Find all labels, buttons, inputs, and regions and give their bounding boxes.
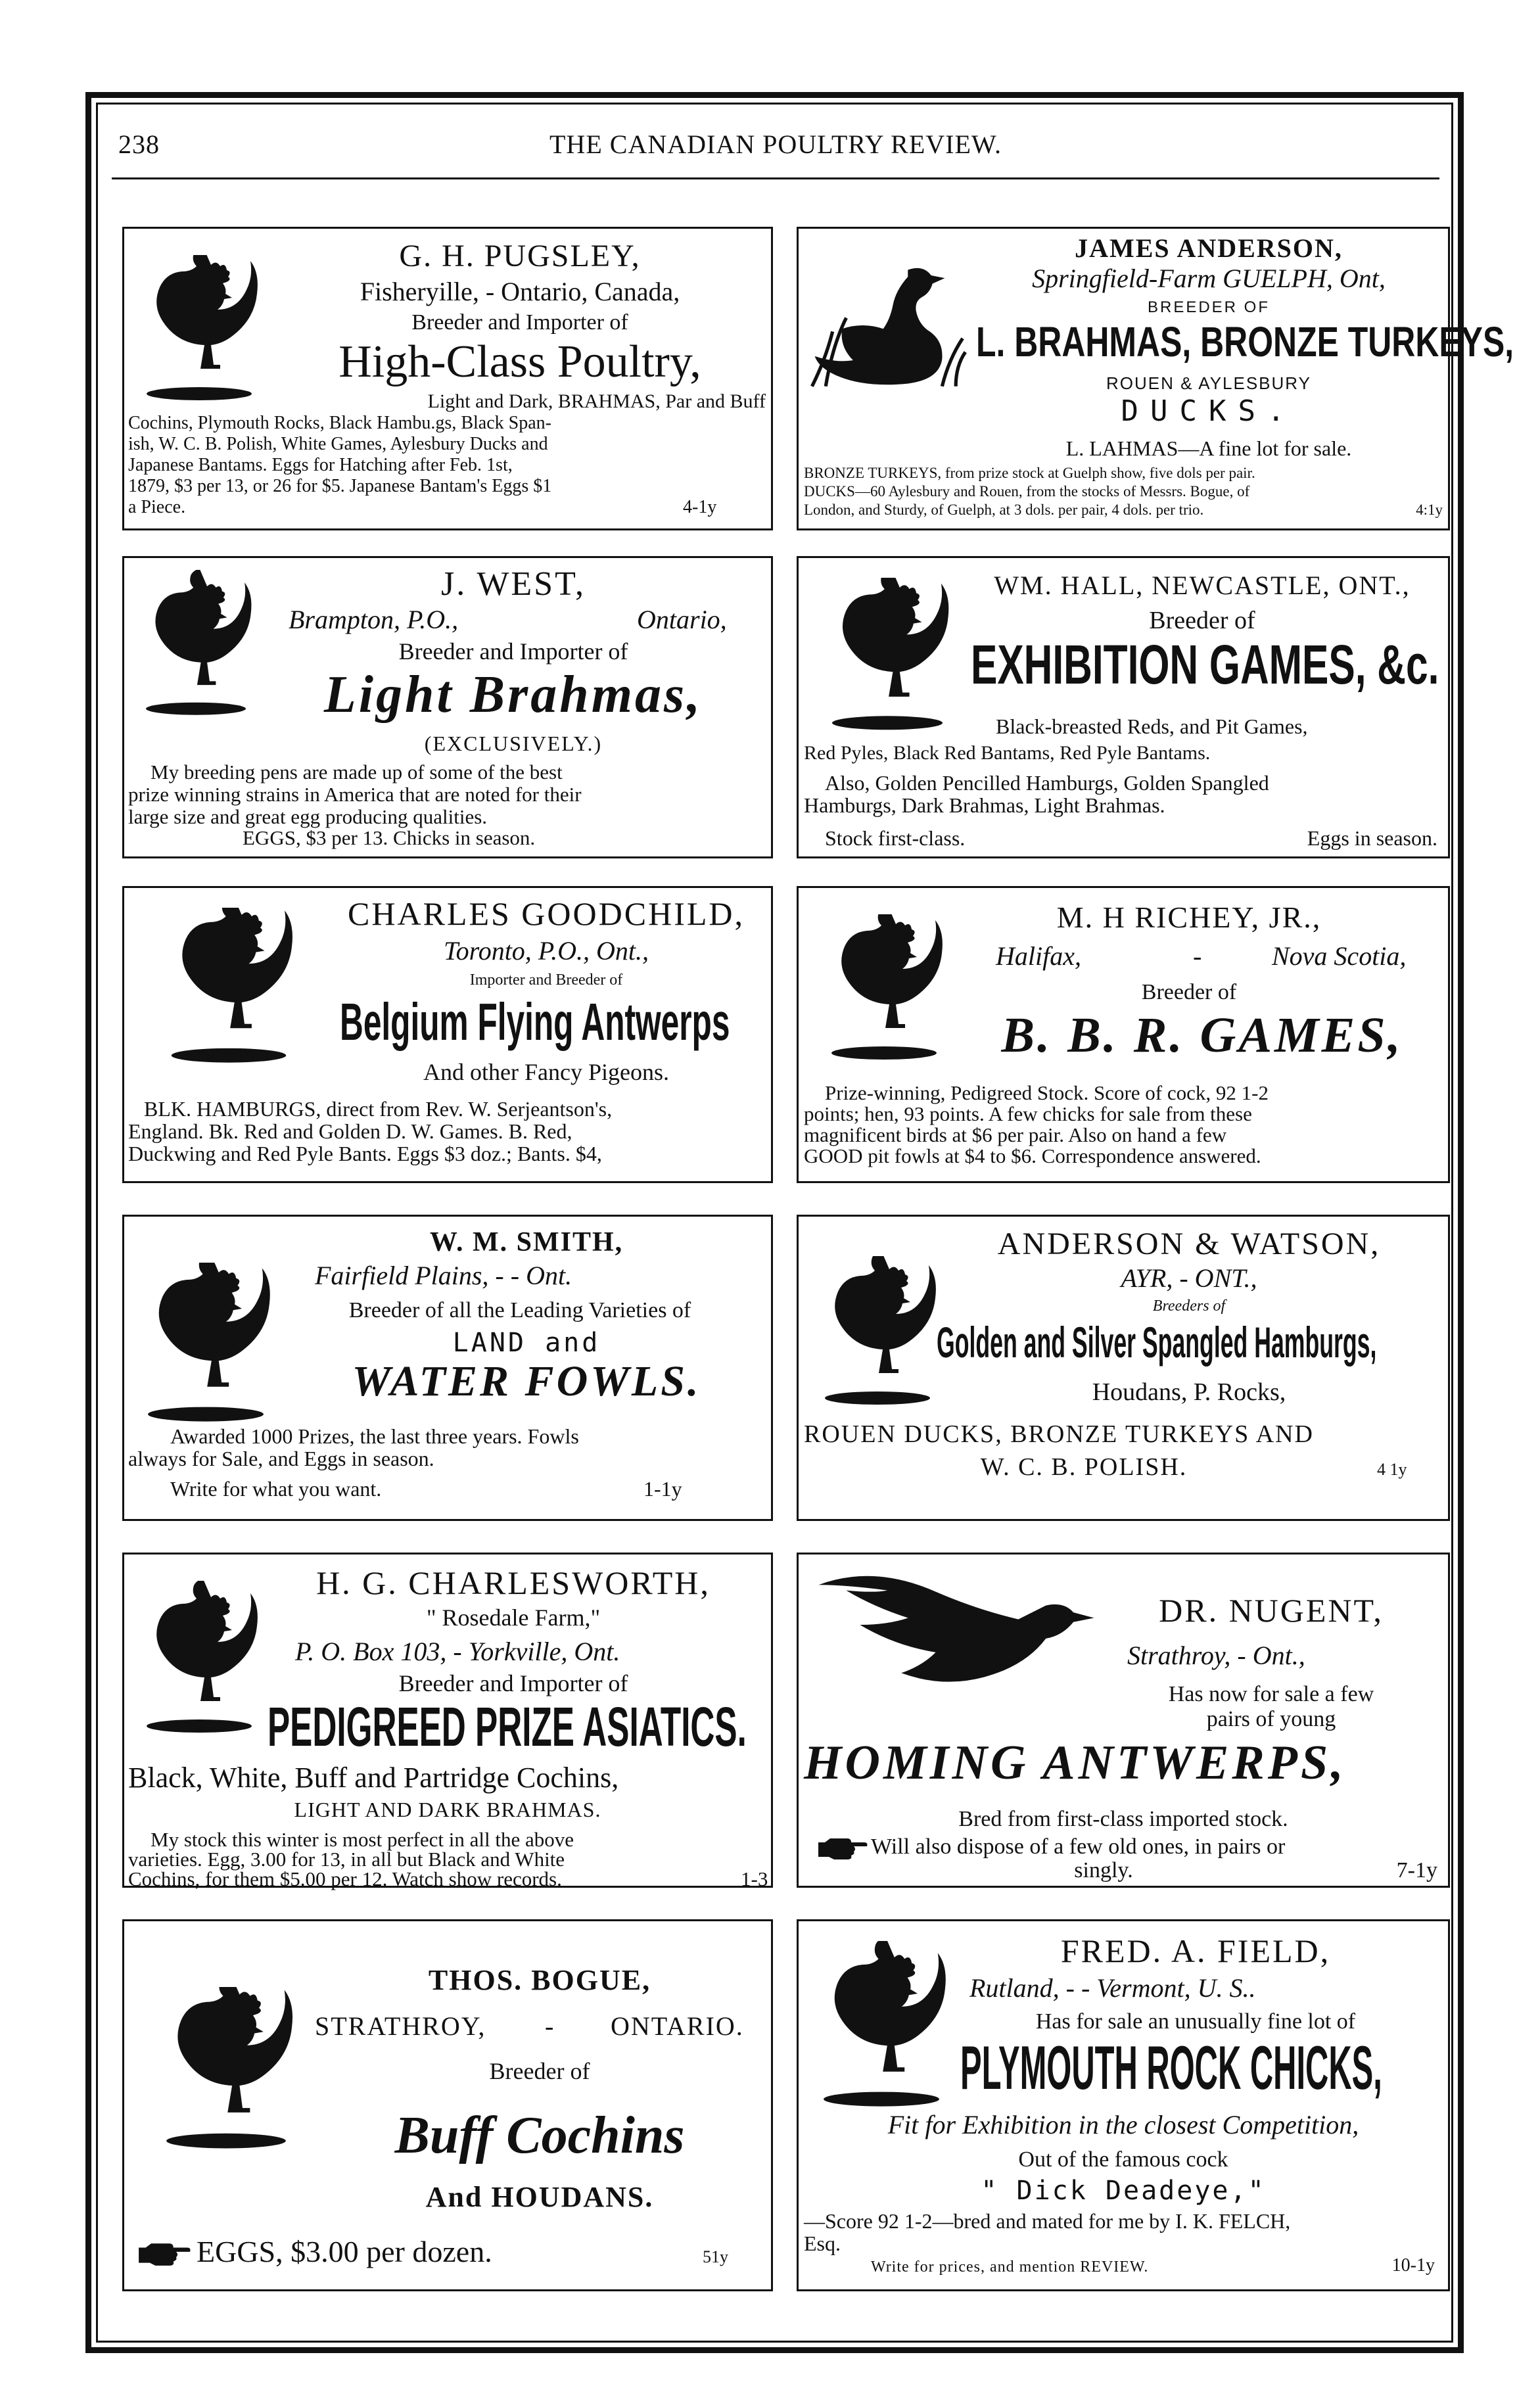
ad-name: G. H. PUGSLEY,	[399, 239, 641, 273]
duck-illustration	[805, 252, 969, 397]
ad-wm-smith: W. M. SMITH, Fairfield Plains, - - Ont. Breeder of all the Leading Varieties of LAND and WATER FOWLS. Awarded 1000 Prizes, the last three years. Fowls always for Sale, and Eggs in season. Write for what you want. 1-1y	[122, 1215, 773, 1521]
ad-ref: 4-1y	[683, 497, 717, 517]
rooster-illustration	[812, 1256, 943, 1414]
ad-ref: 1-3	[741, 1867, 768, 1890]
page-header	[112, 129, 1439, 168]
rooster-illustration	[144, 1987, 308, 2151]
ad-name: THOS. BOGUE,	[428, 1964, 651, 1996]
ad-name: DR. NUGENT,	[1159, 1592, 1384, 1629]
rooster-illustration	[809, 1941, 954, 2118]
ad-ref: 10-1y	[1391, 2255, 1435, 2276]
ad-name: JAMES ANDERSON,	[1075, 233, 1343, 263]
ad-pugsley: G. H. PUGSLEY, Fisheryille, - Ontario, Canada, Breeder and Importer of High-Class Poultry, Light and Dark, BRAHMAS, Par and Buff Cochins, Plymouth Rocks, Black Hambu.gs, Black Span- ish, W. C. B. Polish, White Games, Aylesbury Ducks and Japanese Bantams. Eggs for Hatching after Feb. 1st, 1879, $3 per 13, or 26 for $5. Japanese Bantam's Eggs $1 a Piece. 4-1y	[122, 227, 773, 530]
ad-ref: 4 1y	[1377, 1460, 1407, 1479]
header-rule	[112, 177, 1439, 179]
ad-james-anderson: JAMES ANDERSON, Springfield-Farm GUELPH, Ont, BREEDER OF L. BRAHMAS, BRONZE TURKEYS, ROUEN & AYLESBURY DUCKS. L. LAHMAS—A fine lot for sale. BRONZE TURKEYS, from prize stock at Guelph show, five dols per pair. DUCKS—60 Aylesbury and Rouen, from the stocks of Messrs. Bogue, of London, and Sturdy, of Guelph, at 3 dols. per pair, 4 dols. per trio. 4:1y	[797, 227, 1450, 530]
ad-name: FRED. A. FIELD,	[1060, 1932, 1331, 1969]
ad-ref: 51y	[703, 2247, 728, 2266]
rooster-illustration	[133, 255, 265, 406]
rooster-illustration	[818, 578, 956, 736]
ad-hg-charlesworth: H. G. CHARLESWORTH, " Rosedale Farm," P. O. Box 103, - Yorkville, Ont. Breeder and Importer of PEDIGREED PRIZE ASIATICS. Black, White, Buff and Partridge Cochins, LIGHT AND DARK BRAHMAS. My stock this winter is most perfect in all the above varieties. Egg, 3.00 for 13, in all but Black and White Cochins, for them $5.00 per 12. Watch show records. 1-3	[122, 1553, 773, 1888]
ad-name: M. H RICHEY, JR.,	[1056, 900, 1322, 934]
ad-fred-field: FRED. A. FIELD, Rutland, - - Vermont, U. S.. Has for sale an unusually fine lot of PLYMOUTH ROCK CHICKS, Fit for Exhibition in the closest Competition, Out of the famous cock " Dick Deadeye," —Score 92 1-2—bred and mated for me by I. K. FELCH, Esq. Write for prices, and mention REVIEW. 10-1y	[797, 1919, 1450, 2291]
rooster-illustration	[133, 1263, 278, 1427]
ad-ref: 7-1y	[1396, 1858, 1437, 1882]
ad-name: CHARLES GOODCHILD,	[348, 895, 745, 932]
ad-name: ANDERSON & WATSON,	[997, 1227, 1381, 1261]
ad-name: J. WEST,	[441, 565, 586, 603]
pointing-hand-icon	[817, 1837, 867, 1859]
ad-name: H. G. CHARLESWORTH,	[316, 1564, 711, 1601]
ad-dr-nugent: DR. NUGENT, Strathroy, - Ont., Has now for sale a few pairs of young HOMING ANTWERPS, Bred from first-class imported stock. Will also dispose of a few old ones, in pairs or singly. 7-1y	[797, 1553, 1450, 1888]
ad-charles-goodchild: CHARLES GOODCHILD, Toronto, P.O., Ont., Importer and Breeder of Belgium Flying Antwerps And other Fancy Pigeons. BLK. HAMBURGS, direct from Rev. W. Serjeantson's, England. Bk. Red and Golden D. W. Games. B. Red, Duckwing and Red Pyle Bants. Eggs $3 doz.; Bants. $4,	[122, 886, 773, 1183]
rooster-illustration	[133, 908, 324, 1065]
pigeon-illustration	[812, 1568, 1101, 1712]
ad-anderson-watson: ANDERSON & WATSON, AYR, - ONT., Breeders of Golden and Silver Spangled Hamburgs, Houdans, P. Rocks, ROUEN DUCKS, BRONZE TURKEYS AND W. C. B. POLISH. 4 1y	[797, 1215, 1450, 1521]
ad-ref: 1-1y	[643, 1477, 682, 1501]
page-number: 238	[118, 129, 160, 159]
pointing-hand-icon	[137, 2242, 190, 2266]
rooster-illustration	[133, 570, 258, 728]
ad-thos-bogue: THOS. BOGUE, STRATHROY, - ONTARIO. Breeder of Buff Cochins And HOUDANS. EGGS, $3.00 per dozen. 51y	[122, 1919, 773, 2291]
ad-name: W. M. SMITH,	[429, 1227, 624, 1257]
ad-ref: 4:1y	[1416, 502, 1443, 518]
ad-name: WM. HALL, NEWCASTLE, ONT.,	[994, 571, 1411, 600]
ad-j-west: J. WEST, Brampton, P.O., Ontario, Breeder and Importer of Light Brahmas, (EXCLUSIVELY.) My breeding pens are made up of some of the best prize winning strains in America that are noted for their large size and great egg producing qualities. EGGS, $3 per 13. Chicks in season.	[122, 556, 773, 858]
page-title: THE CANADIAN POULTRY REVIEW.	[549, 129, 1002, 159]
ad-mh-richey: M. H RICHEY, JR., Halifax, - Nova Scotia, Breeder of B. B. R. GAMES, Prize-winning, Pedigreed Stock. Score of cock, 92 1-2 points; hen, 93 points. A few chicks for sale from these magnificent birds at $6 per pair. Also on hand a few GOOD pit fowls at $4 to $6. Correspondence answered.	[797, 886, 1450, 1183]
ad-wm-hall: WM. HALL, NEWCASTLE, ONT., Breeder of EXHIBITION GAMES, &c. Black-breasted Reds, and Pit Games, Red Pyles, Black Red Bantams, Red Pyle Bantams. Also, Golden Pencilled Hamburgs, Golden Spangled Hamburgs, Dark Brahmas, Light Brahmas. Stock first-class. Eggs in season.	[797, 556, 1450, 858]
rooster-illustration	[133, 1581, 265, 1745]
